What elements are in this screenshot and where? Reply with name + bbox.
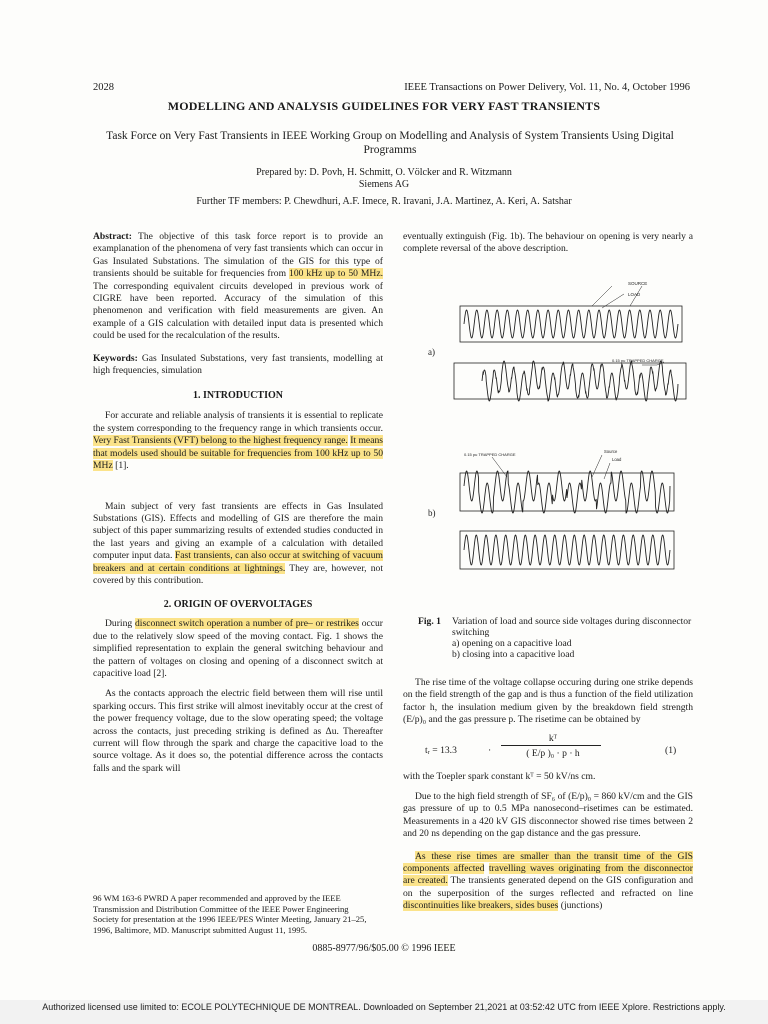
transit-highlight-1: As these rise times are smaller than the transit time of the GIS components affected [403,850,693,875]
origin-p1-highlight: disconnect switch operation a number of pre– or restrikes [135,618,359,630]
equation-dot: · [488,744,492,756]
figure-1b-waveform [452,447,692,599]
equation-numerator: kᵀ [548,732,558,744]
figure-caption [418,616,698,660]
intro-p2-highlight: Fast transients, can also occur at switching of vacuum breakers and at certain conditions at lightnings. [93,550,383,574]
fig-1a-source-label: SOURCE [628,281,648,286]
authors [0,167,768,191]
fig-1a-load-label: LOAD [628,292,641,297]
intro-highlight-1: Very Fast Transients (VFT) belong to the highest frequency range. [93,435,348,447]
fig-1b-load-label: Load [612,457,622,462]
section-heading-origin: 2. ORIGIN OF OVERVOLTAGES [163,599,313,611]
origin-p1-text: occur due to the relatively slow speed of the moving contact. Fig. 1 shows the simplified representation to explain the general switching behaviour and the pattern of voltages on closing and opening of a disconnect switch at capacitive load [2]. [93,618,383,679]
figure-caption-row [418,616,698,660]
fig-1b-trapped-label: 0.15 pu TRAPPED CHARGE [464,452,516,457]
figure-caption-body [452,616,698,660]
figure-caption-label: Fig. 1 [418,616,441,627]
fraction-bar [501,745,601,746]
origin-paragraph-2: As the contacts approach the electric field between them will rise until sparking occurs. This first strike will almost inevitably occur at the crest of the power frequency voltage, due to the slow operating speed; the voltage across the contacts, just preceding striking is defined as Δu. Thereafter current will flow through the spark and charge the capacitive load to the source voltage. As it does so, the potential difference across the contacts falls and the spark will [93,688,383,774]
transit-text: The transients generated depend on the GIS configuration and on the superposition of the surges reflected and refracted on line [403,875,693,899]
intro-p2-end: They are, however, not covered by this contribution. [93,562,383,586]
transit-paragraph [403,851,693,913]
fig-1b-leaders [492,455,610,479]
fig-1a-leaders [592,286,642,308]
figure-caption-b: b) closing into a capacitive load [452,649,575,660]
abstract-text-2: The corresponding equivalent circuits developed in previous work of CIGRE have been reported. Accuracy of the simulation of this phenomenon and verification with field measurements are given. An example of a GIS calculation with detailed input data is presented which could be used for the recalculation of the results. [93,280,383,342]
origin-p1-start: During [105,618,133,630]
fig-1b-source-wave [464,535,670,565]
abstract-highlight: 100 kHz up to 50 MHz. [289,268,383,280]
keywords [93,353,383,378]
fig-1a-load-wave [482,361,678,401]
license-banner: Authorized licensed use limited to: ECOLE POLYTECHNIQUE DE MONTREAL. Downloaded on September 21,2021 at 03:52:42 UTC from IEEE Xplore. Restrictions apply. [42,1002,726,1012]
intro-p2-text: Main subject of very fast transients are effects in Gas Insulated Substations (GIS). Effects and modelling of GIS are therefore the main subject of this paper summarizing results of extended studies conducted in the last years and giving an example of a calculation with detailed computer input data. [93,500,383,562]
origin-paragraph-1 [93,618,383,680]
further-members: Further TF members: P. Chewdhuri, A.F. Imece, R. Iravani, J.A. Martinez, A. Keri, A. Satshar [196,196,572,207]
intro-ref: [1]. [115,460,129,472]
transit-highlight-3: discontinuities like breakers, sides buses [403,900,559,912]
equation-denominator: ( E/p )₀ · p · h [526,747,580,759]
risetime-paragraph: The rise time of the voltage collapse occuring during one strike depends on the field strength of the gap and is thus a function of the field utilization factor h, the insulation medium given by the breakdown field strength (E/p)₀ and the gas pressure p. The risetime can be obtained by [403,677,693,726]
figure-label-b: b) [428,508,436,518]
equation-number: (1) [665,744,677,756]
prepared-by: Prepared by: D. Povh, H. Schmitt, O. Völcker and R. Witzmann [256,167,512,178]
figure-label-a: a) [428,347,435,357]
paper-title: MODELLING AND ANALYSIS GUIDELINES FOR VERY FAST TRANSIENTS [167,99,601,113]
right-column-top [403,231,693,256]
figure-1a-waveform [452,276,692,410]
toepler-line: with the Toepler spark constant kᵀ = 50 kV/ns cm. [403,770,596,782]
fig-1a-lower-frame [454,363,686,399]
fig-1a-source-wave [464,310,678,338]
keywords-text: Gas Insulated Substations, very fast transients, modelling at high frequencies, simulation [93,352,383,377]
copyright-line: 0885-8977/96/$05.00 © 1996 IEEE [312,943,456,954]
intro-text: For accurate and reliable analysis of transients it is essential to replicate the system corresponding to the frequency range in which transients occur. [93,410,383,434]
fig-1a-trapped-label: 0.15 pu TRAPPED CHARGE [612,358,664,363]
figure-caption-a: a) opening on a capacitive load [452,638,572,649]
journal-header: IEEE Transactions on Power Delivery, Vol. 11, No. 4, October 1996 [404,82,690,93]
abstract-label: Abstract: [93,231,132,242]
right-paragraph-continuation: eventually extinguish (Fig. 1b). The behaviour on opening is very nearly a complete reversal of the above description. [403,231,693,255]
abstract-text-1: The objective of this task force report is to provide an examplanation of the phenomena of very fast transients which can occur in Gas Insulated Substations. The simulation of the GIS for this type of transients should be suitable for frequencies from [93,231,383,280]
footnote: 96 WM 163-6 PWRD A paper recommended and approved by the IEEE Transmission and Distribution Committee of the IEEE Power Engineering Society for presentation at the 1996 IEEE/PES Winter Meeting, January 21–25, 1996, Baltimore, MD. Manuscript submitted August 11, 1995. [93,893,367,935]
sf6-paragraph: Due to the high field strength of SF₆ of (E/p)₀ = 860 kV/cm and the GIS gas pressure of up to 0.5 MPa nanosecond–risetimes can be estimated. Measurements in a 420 kV GIS disconnector showed rise times between 2 and 20 ns depending on the gap distance and the gas pressure. [403,791,693,840]
keywords-label: Keywords: [93,352,138,364]
left-column [93,231,383,775]
intro-paragraph-2 [93,501,383,588]
paper-subtitle: Task Force on Very Fast Transients in IEEE Working Group on Modelling and Analysis of System Transients Using Digital Programms [106,130,674,156]
intro-highlight-2: It means that models used should be suitable for frequencies from 100 kHz up to 50 MHz [93,435,383,472]
abstract [93,231,383,343]
right-column-body [403,677,693,913]
figure-caption-text: Variation of load and source side voltages during disconnector switching [452,616,692,638]
intro-paragraph-1 [93,410,383,472]
fig-1b-source-label: Source [604,449,618,454]
equation-lhs: tᵣ = 13.3 [425,744,457,756]
transit-highlight-2: travelling waves originating from the disconnector are created. [403,863,693,887]
equation-1 [403,733,693,767]
fig-1b-load-wave [464,471,670,513]
affiliation: Siemens AG [358,179,410,190]
transit-end: (junctions) [560,900,603,912]
page-number: 2028 [93,82,114,93]
section-heading-introduction: 1. INTRODUCTION [192,390,283,402]
